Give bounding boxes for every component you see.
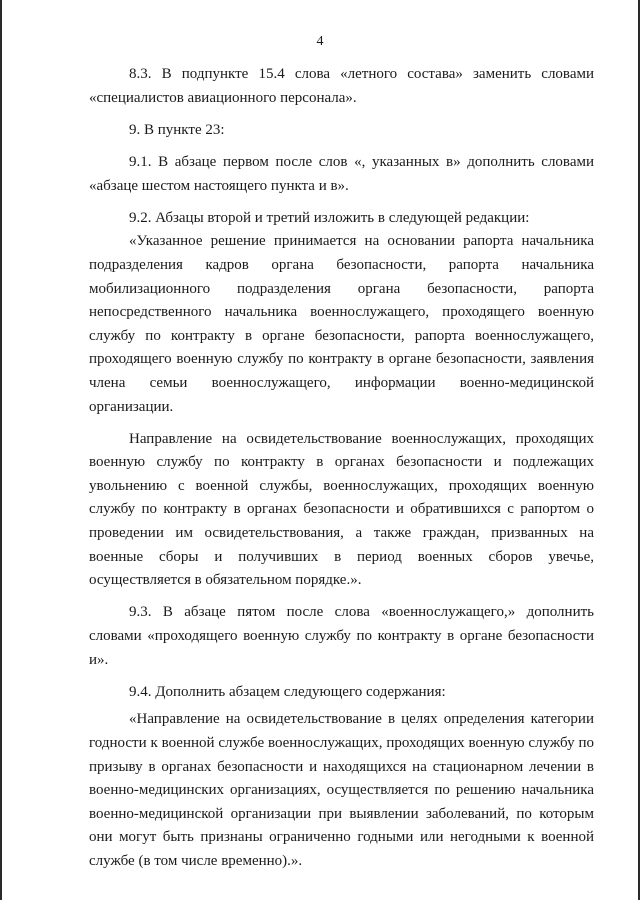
paragraph-9-2: 9.2. Абзацы второй и третий изложить в следующей редакции:: [129, 209, 530, 226]
page-number: 4: [316, 34, 324, 49]
paragraph-8-3: 8.3. В подпункте 15.4 слова «летного состава» заменить словами «специалистов авиационного персонала».: [89, 66, 594, 106]
paragraph-9: 9. В пункте 23:: [129, 121, 225, 138]
paragraph-quote-referral: Направление на освидетельствование военнослужащих, проходящих военную службу по контракту в органах безопасности и подлежащих увольнению с военной службы, военнослужащих, проходящих военную службу по контракту в органах безопасности и обратившихся с рапортом о проведении им освидетельствования, а также граждан, призванных на военные сборы и получивших в период военных сборов увечье, осуществляется в обязательном порядке.».: [89, 430, 594, 589]
paragraph-9-4: 9.4. Дополнить абзацем следующего содержания:: [129, 683, 446, 700]
paragraph-quote-decision: «Указанное решение принимается на основании рапорта начальника подразделения кадров органа безопасности, рапорта начальника мобилизационного подразделения органа безопасности, рапорта непосредственного начальника военнослужащего, проходящего военную службу по контракту в органе безопасности, рапорта военнослужащего, проходящего военную службу по контракту в органе безопасности, заявления члена семьи военнослужащего, информации военно-медицинской организации.: [89, 233, 594, 415]
paragraph-quote-conscripts: «Направление на освидетельствование в целях определения категории годности к военной службе военнослужащих, проходящих военную службу по призыву в органах безопасности и находящихся на стационарном лечении в военно-медицинских организациях, осуществляется по решению начальника военно-медицинской организации при выявлении заболеваний, по которым они могут быть признаны ограниченно годными или негодными к военной службе (в том числе временно).».: [89, 711, 594, 869]
paragraph-9-3: 9.3. В абзаце пятом после слова «военнослужащего,» дополнить словами «проходящего военную службу по контракту в органе безопасности и».: [89, 604, 594, 668]
document-body: [89, 63, 594, 874]
paragraph-9-1: 9.1. В абзаце первом после слов «, указанных в» дополнить словами «абзаце шестом настоящего пункта и в».: [89, 153, 594, 194]
page-edge-left: [0, 0, 2, 900]
